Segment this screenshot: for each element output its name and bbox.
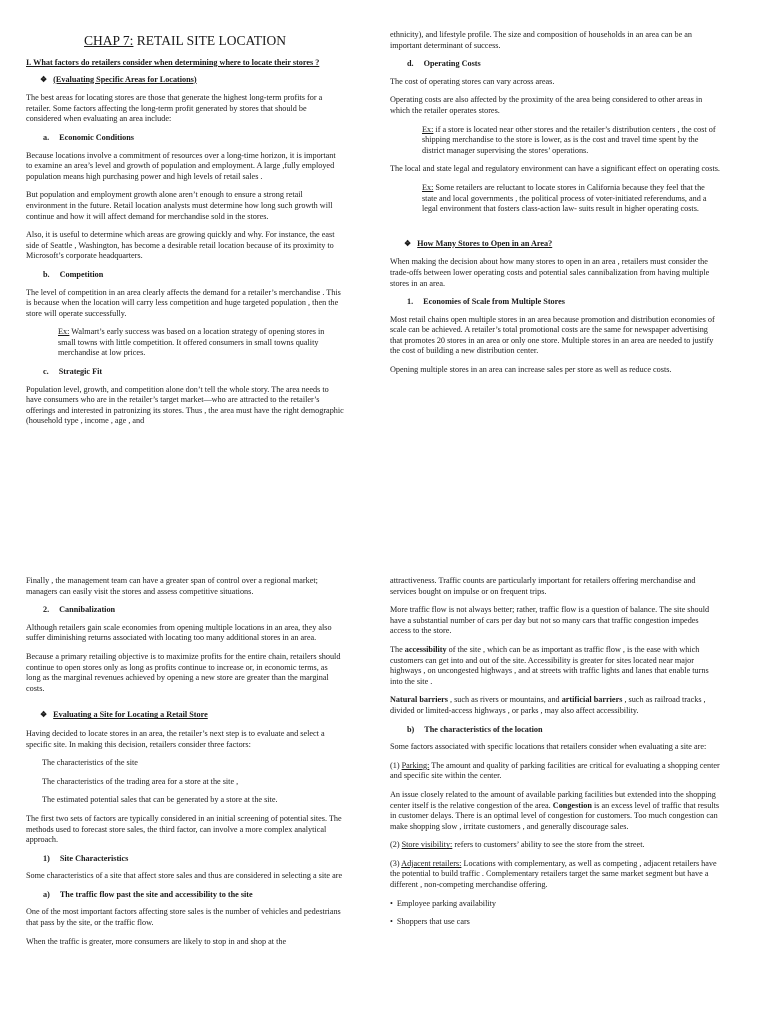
subheading-location-characteristics: b) The characteristics of the location: [407, 724, 543, 734]
bullet-dot-icon: •: [390, 917, 393, 927]
subheading-cannibalization: 2. Cannibalization: [43, 605, 116, 615]
paragraph: Some factors associated with specific locations that retailers consider when evaluating a site are:: [390, 742, 707, 752]
paragraph: The level of competition in an area clearly affects the demand for a retailer’s merchandise . This is because when the location will carry less competition and huge targeted population , then the store will operate successfully.: [26, 287, 341, 318]
paragraph: Operating costs are also affected by the proximity of the area being considered to other areas in which the retailer operates stores.: [390, 95, 703, 115]
subheading-operating-costs: d. Operating Costs: [407, 59, 481, 69]
diamond-bullet-icon: ❖: [404, 238, 412, 248]
paragraph: One of the most important factors affecting store sales is the number of vehicles and pedestrians that pass by the site, or the traffic flow.: [26, 907, 341, 928]
bullet-item: • Employee parking availability: [390, 898, 497, 908]
paragraph: Because locations involve a commitment of resources over a long-time horizon, it is important to examine an area’s level and growth of population and employment. A large ,fully employed population means high purchasing power and high levels of retail sales .: [26, 150, 336, 181]
factor-item: The characteristics of the site: [42, 758, 138, 768]
item-adjacent-retailers: (3) Adjacent retailers: Locations with complementary, as well as competing , adjacent retailers have the potential to build traffic . Complementary retailers target the same market segment but have a different , non-competing merchandise offering.: [390, 858, 717, 890]
paragraph: attractiveness. Traffic counts are particularly important for retailers offering merchandise and services bought on impulse or on frequent trips.: [390, 576, 696, 596]
subheading-economies-of-scale: 1. Economies of Scale from Multiple Stores: [407, 297, 565, 307]
factor-item: The characteristics of the trading area for a store at the site ,: [42, 776, 239, 786]
paragraph: Having decided to locate stores in an area, the retailer’s next step is to evaluate and select a specific site. In making this decision, retailers consider three factors:: [26, 728, 325, 749]
paragraph: The cost of operating stores can vary across areas.: [390, 76, 555, 86]
paragraph-accessibility: The accessibility of the site , which can be as important as traffic flow , is the ease with which customers can get into and out of the site. Accessibility is greater for sites located near major highways , on uncongested highways , and at streets with traffic lights and lanes that enable turns into the site .: [390, 644, 709, 686]
paragraph: More traffic flow is not always better; rather, traffic flow is a question of balance. The site should have a substantial number of cars per day but not so many cars that traffic congestion impedes access to the store.: [390, 605, 710, 636]
paragraph: The first two sets of factors are typically considered in an initial screening of potential sites. The methods used to forecast store sales, the third factor, can involve a more complex analytical approach.: [26, 813, 342, 845]
factor-item: The estimated potential sales that can be generated by a store at the site.: [42, 795, 278, 805]
paragraph: Population level, growth, and competition alone don’t tell the whole story. The area needs to have consumers who are in the retailer’s target market—who are attracted to the retailer’s offerings and interested in patronizing its stores. Thus , the area must have the right demographic (household type , income , age , and: [26, 384, 344, 426]
paragraph-congestion: An issue closely related to the amount of available parking facilities but extended into the shopping center itself is the relative congestion of the area. Congestion is an excess level of traffic that results in customer delays. There is an optimal level of congestion for customers. Too much congestion can make shopping slow , irritate customers , and generally discourage sales.: [390, 789, 720, 831]
example-distribution: Ex: if a store is located near other stores and the retailer’s distribution centers , the cost of shipping merchandise to the store is lower, as is the cost and travel time spent by the district manager supervising the stores’ operations.: [422, 124, 716, 155]
subheading-strategic-fit: c. Strategic Fit: [43, 367, 103, 377]
bottom-left-column: [26, 576, 344, 955]
paragraph: When making the decision about how many stores to open in an area , retailers must consider the trade-offs between lower operating costs and potential sales cannibalization from having multiple stores in an area.: [390, 257, 710, 288]
paragraph: Also, it is useful to determine which areas are growing quickly and why. For instance, the east side of Seattle , Washington, has become a desirable retail location because of its proximity to Microsoft’s corporate headquarters.: [26, 230, 335, 261]
paragraph: Most retail chains open multiple stores in an area because promotion and distribution economies of scale can be achieved. A retailer’s total promotional costs are the same for newspaper advertising that promotes 20 stores in an area or only one store. Multiple stores in an area are needed to justify the cost of building a new distribution center.: [390, 314, 715, 356]
paragraph: When the traffic is greater, more consumers are likely to stop in and shop at the: [26, 936, 287, 946]
subheading-site-characteristics: 1) Site Characteristics: [43, 853, 129, 863]
page-bottom: [0, 570, 768, 1024]
subheading-competition: b. Competition: [43, 269, 104, 279]
paragraph: Opening multiple stores in an area can increase sales per store as well as reduce costs.: [390, 365, 672, 375]
page-title: [26, 33, 344, 49]
question-heading: I. What factors do retailers consider when determining where to locate their stores ?: [26, 58, 320, 67]
subheading-economic-conditions: a. Economic Conditions: [43, 132, 134, 142]
paragraph: Finally , the management team can have a greater span of control over a regional market; managers can easily visit the stores and assess competitive situations.: [26, 576, 318, 596]
diamond-bullet-icon: ❖: [40, 710, 48, 720]
paragraph: But population and employment growth alone aren’t enough to ensure a strong retail environment in the future. Retail location analysts must determine how long such growth will continue and how it will affect demand for merchandise sold in the stores.: [26, 190, 333, 221]
diamond-bullet-icon: ❖: [40, 74, 48, 84]
item-parking: (1) Parking: The amount and quality of parking facilities are critical for evaluating a shopping center and specific site within the center.: [390, 760, 720, 781]
example-walmart: Ex: Walmart’s early success was based on a location strategy of opening stores in small towns with little competition. It offered consumers in small towns quality merchandise at low prices.: [58, 327, 325, 358]
subheading-traffic-flow: a) The traffic flow past the site and accessibility to the site: [43, 889, 253, 899]
bullet-dot-icon: •: [390, 898, 393, 908]
section-heading-evaluating-areas: ❖ (Evaluating Specific Areas for Locations): [40, 74, 197, 84]
item-visibility: (2) Store visibility: refers to customers’ ability to see the store from the street.: [390, 840, 645, 850]
paragraph: Because a primary retailing objective is to maximize profits for the entire chain, retailers should continue to open stores only as long as profits continue to increase or, in economic terms, as long as the marginal revenues achieved by opening a new store are greater than the marginal costs.: [26, 651, 341, 693]
top-left-column: [26, 30, 344, 435]
section-heading-evaluating-site: ❖ Evaluating a Site for Locating a Retail Store: [40, 710, 208, 720]
paragraph: Some characteristics of a site that affect store sales and thus are considered in selecting a site are: [26, 871, 343, 881]
bottom-right-column: [390, 576, 720, 936]
paragraph-barriers: Natural barriers , such as rivers or mountains, and artificial barriers , such as railroad tracks , divided or limited-access highways , or parks , may also affect accessibility.: [390, 695, 706, 715]
top-right-column: [390, 30, 720, 384]
section-heading-how-many-stores: ❖ How Many Stores to Open in an Area?: [404, 238, 553, 248]
paragraph: The local and state legal and regulatory environment can have a significant effect on operating costs.: [390, 164, 720, 174]
paragraph: The best areas for locating stores are those that generate the highest long-term profits for a retailer. Some factors affecting the long-term profit generated by stores that should be considered when evaluating an area include:: [26, 93, 323, 124]
paragraph: ethnicity), and lifestyle profile. The size and composition of households in an area can be an important determinant of success.: [390, 30, 693, 50]
bullet-item: • Shoppers that use cars: [390, 917, 470, 927]
chapter-title: RETAIL SITE LOCATION: [133, 33, 286, 48]
example-california: Ex: Some retailers are reluctant to locate stores in California because they feel that the state and local governments , the political process of voter-initiated referendums, and a legal environment that fosters class-action law- suits result in higher operating costs.: [422, 182, 707, 214]
paragraph: Although retailers gain scale economies from opening multiple locations in an area, they also suffer diminishing returns associated with locating too many additional stores in an area.: [26, 622, 332, 643]
chapter-label: CHAP 7:: [84, 33, 134, 48]
